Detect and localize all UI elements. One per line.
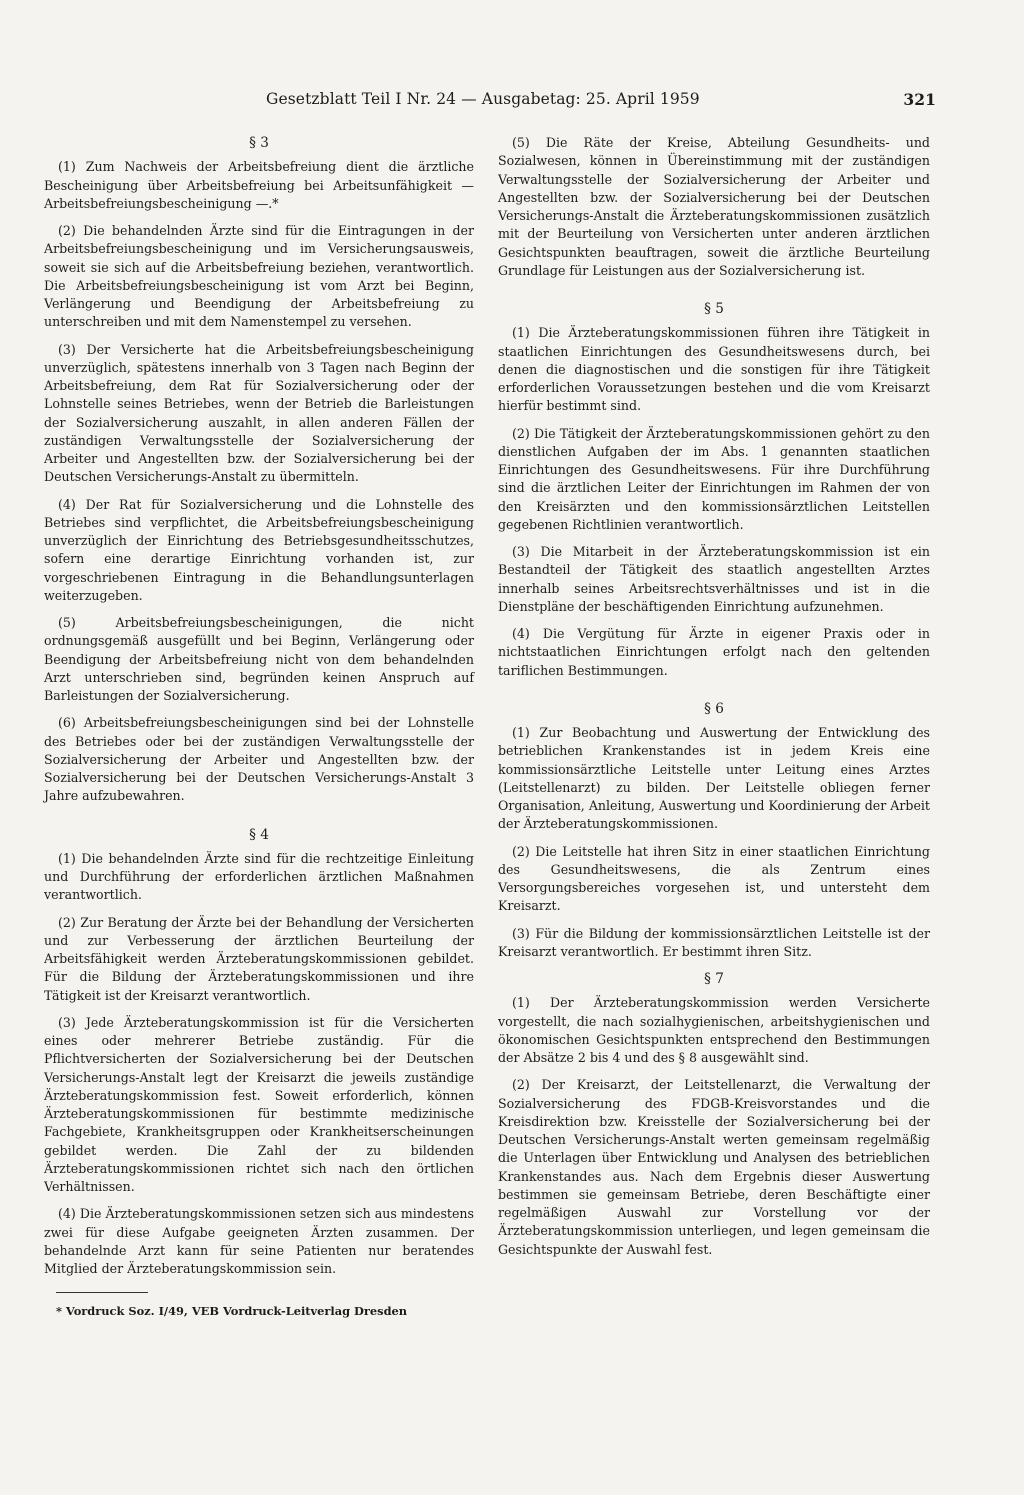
section-7-heading: § 7 [704, 971, 724, 987]
section-4-paragraph-2: (2) Zur Beratung der Ärzte bei der Behandlung der Versicherten und zur Verbesserung der ärztlichen Beurteilung der Arbeitsfähigkeit werden Ärzteberatungskommissionen gebildet. Für die Bildung der Ärzteberatungskommissionen und ihre Tätigkeit ist der Kreisarzt verantwortlich. [44, 914, 474, 1003]
section-4-paragraph-3: (3) Jede Ärzteberatungskommission ist für die Versicherten eines oder mehrerer Betriebe zuständig. Für die Pflichtversicherten der Sozialversicherung bei der Deutschen Versicherungs-Anstalt legt der Kreisarzt die jeweils zuständige Ärzteberatungskommission fest. Soweit erforderlich, können Ärzteberatungskommissionen für bestimmte medizinische Fachgebiete, Krankheitsgruppen oder Krankheitserscheinungen gebildet werden. Die Zahl der zu bildenden Ärzteberatungskommissionen richtet sich nach den örtlichen Verhältnissen. [44, 1014, 474, 1194]
section-3-paragraph-1: (1) Zum Nachweis der Arbeitsbefreiung dient die ärztliche Bescheinigung über Arbeitsbefreiung bei Arbeitsunfähigkeit — Arbeitsbefreiungsbescheinigung —.* [44, 159, 474, 211]
header-title: Gesetzblatt Teil I Nr. 24 — Ausgabetag: 25. April 1959 [266, 90, 700, 108]
section-7-paragraph-2: (2) Der Kreisarzt, der Leitstellenarzt, die Verwaltung der Sozialversicherung des FDGB-Kreisvorstandes und die Kreisdirektion bzw. Kreisstelle der Sozialversicherung bei der Deutschen Versicherungs-Anstalt werten gemeinsam regelmäßig die Unterlagen über Entwicklung und Analysen des betrieblichen Krankenstandes aus. Nach dem Ergebnis dieser Auswertung bestimmen sie gemeinsam Betriebe, deren Beschäftigte einer regelmäßigen Auswahl zur Vorstellung vor der Ärzteberatungskommission unterliegen, und legen gemeinsam die Gesichtspunkte der Auswahl fest. [498, 1077, 930, 1257]
section-5-paragraph-4: (4) Die Vergütung für Ärzte in eigener Praxis oder in nichtstaatlichen Einrichtungen erfolgt nach den geltenden tariflichen Bestimmungen. [498, 626, 930, 678]
section-5-paragraph-1: (1) Die Ärzteberatungskommissionen führen ihre Tätigkeit in staatlichen Einrichtungen des Gesundheitswesens durch, bei denen die diagnostischen und die sonstigen für ihre Tätigkeit erforderlichen Voraussetzungen bestehen und die vom Kreisarzt hierfür bestimmt sind. [498, 325, 930, 414]
page-header [44, 90, 936, 116]
section-3-heading: § 3 [249, 135, 269, 151]
left-column [44, 134, 474, 1319]
section-5-paragraph-2: (2) Die Tätigkeit der Ärzteberatungskommissionen gehört zu den dienstlichen Aufgaben der im Abs. 1 genannten staatlichen Einrichtungen des Gesundheitswesens. Für ihre Durchführung sind die ärztlichen Leiter der Einrichtungen im Rahmen der von den Kreisärzten und den kommissionsärztlichen Leitstellen gegebenen Richtlinien verantwortlich. [498, 425, 930, 532]
section-6-paragraph-1: (1) Zur Beobachtung und Auswertung der Entwicklung des betrieblichen Krankenstandes ist in jedem Kreis eine kommissionsärztliche Leitstelle unter Leitung eines Arztes (Leitstellenarzt) zu bilden. Der Leitstelle obliegen ferner Organisation, Anleitung, Auswertung und Koordinierung der Arbeit der Ärzteberatungskommissionen. [498, 725, 930, 832]
footnote-divider [56, 1292, 148, 1293]
section-4-paragraph-4: (4) Die Ärzteberatungskommissionen setzen sich aus mindestens zwei für diese Aufgabe geeigneten Ärzten zusammen. Der behandelnde Arzt kann für seine Patienten nur beratendes Mitglied der Ärzteberatungskommission sein. [44, 1206, 474, 1276]
page-number: 321 [903, 90, 936, 109]
section-3-paragraph-3: (3) Der Versicherte hat die Arbeitsbefreiungsbescheinigung unverzüglich, spätestens innerhalb von 3 Tagen nach Beginn der Arbeitsbefreiung, dem Rat für Sozialversicherung oder der Lohnstelle seines Betriebes, wenn der Betrieb die Barleistungen der Sozialversicherung auszahlt, in allen anderen Fällen der zuständigen Verwaltungsstelle der Sozialversicherung der Arbeiter und Angestellten bzw. der Sozialversicherung bei der Deutschen Versicherungs-Anstalt zu übermitteln. [44, 341, 474, 485]
section-3-paragraph-4: (4) Der Rat für Sozialversicherung und die Lohnstelle des Betriebes sind verpflichtet, die Arbeitsbefreiungsbescheinigung unverzüglich der Einrichtung des Betriebsgesundheitsschutzes, sofern eine derartige Einrichtung vorhanden ist, zur vorgeschriebenen Eintragung in die Behandlungsunterlagen weiterzugeben. [44, 496, 474, 603]
section-3-paragraph-5: (5) Arbeitsbefreiungsbescheinigungen, die nicht ordnungsgemäß ausgefüllt und bei Beginn, Verlängerung oder Beendigung der Arbeitsbefreiung nicht von dem behandelnden Arzt unterschrieben sind, begründen keinen Anspruch auf Barleistungen der Sozialversicherung. [44, 615, 474, 703]
section-4-paragraph-5: (5) Die Räte der Kreise, Abteilung Gesundheits- und Sozialwesen, können in Übereinstimmung mit der zuständigen Verwaltungsstelle der Sozialversicherung der Arbeiter und Angestellten bzw. der Sozialversicherung bei der Deutschen Versicherungs-Anstalt die Ärzteberatungskommissionen zusätzlich mit der Beurteilung von Versicherten unter anderen ärztlichen Gesichtspunkten beauftragen, soweit die ärztliche Beurteilung Grundlage für Leistungen aus der Sozialversicherung ist. [498, 135, 930, 278]
section-3-paragraph-2: (2) Die behandelnden Ärzte sind für die Eintragungen in der Arbeitsbefreiungsbescheinigung und im Versicherungsausweis, soweit sie sich auf die Arbeitsbefreiung beziehen, verantwortlich. Die Arbeitsbefreiungsbescheinigung ist vom Arzt bei Beginn, Verlängerung und Beendigung der Arbeitsbefreiung zu unterschreiben und mit dem Namenstempel zu versehen. [44, 223, 474, 330]
section-4-heading: § 4 [249, 826, 269, 843]
right-column [498, 134, 930, 1268]
section-7-paragraph-1: (1) Der Ärzteberatungskommission werden Versicherte vorgestellt, die nach sozialhygienischen, arbeitshygienischen und ökonomischen Gesichtspunkten entsprechend den Bestimmungen der Absätze 2 bis 4 und des § 8 ausgewählt sind. [498, 995, 930, 1065]
footnote: * Vordruck Soz. I/49, VEB Vordruck-Leitverlag Dresden [56, 1304, 408, 1319]
section-3-paragraph-6: (6) Arbeitsbefreiungsbescheinigungen sind bei der Lohnstelle des Betriebes oder bei der zuständigen Verwaltungsstelle der Sozialversicherung der Arbeiter und Angestellten bzw. der Sozialversicherung bei der Deutschen Versicherungs-Anstalt 3 Jahre aufzubewahren. [44, 715, 474, 804]
section-6-paragraph-2: (2) Die Leitstelle hat ihren Sitz in einer staatlichen Einrichtung des Gesundheitswesens, die als Zentrum eines Versorgungsbereiches vorgesehen ist, und untersteht dem Kreisarzt. [498, 843, 930, 914]
section-5-paragraph-3: (3) Die Mitarbeit in der Ärzteberatungskommission ist ein Bestandteil der Tätigkeit des staatlich angestellten Arztes innerhalb seines Arbeitsrechtsverhältnisses und ist in die Dienstpläne der beschäftigenden Einrichtung aufzunehmen. [498, 544, 930, 614]
section-6-paragraph-3: (3) Für die Bildung der kommissionsärztlichen Leitstelle ist der Kreisarzt verantwortlich. Er bestimmt ihren Sitz. [498, 925, 930, 959]
section-4-paragraph-1: (1) Die behandelnden Ärzte sind für die rechtzeitige Einleitung und Durchführung der erforderlichen ärztlichen Maßnahmen verantwortlich. [44, 850, 474, 903]
section-6-heading: § 6 [704, 700, 724, 717]
section-5-heading: § 5 [704, 301, 724, 317]
